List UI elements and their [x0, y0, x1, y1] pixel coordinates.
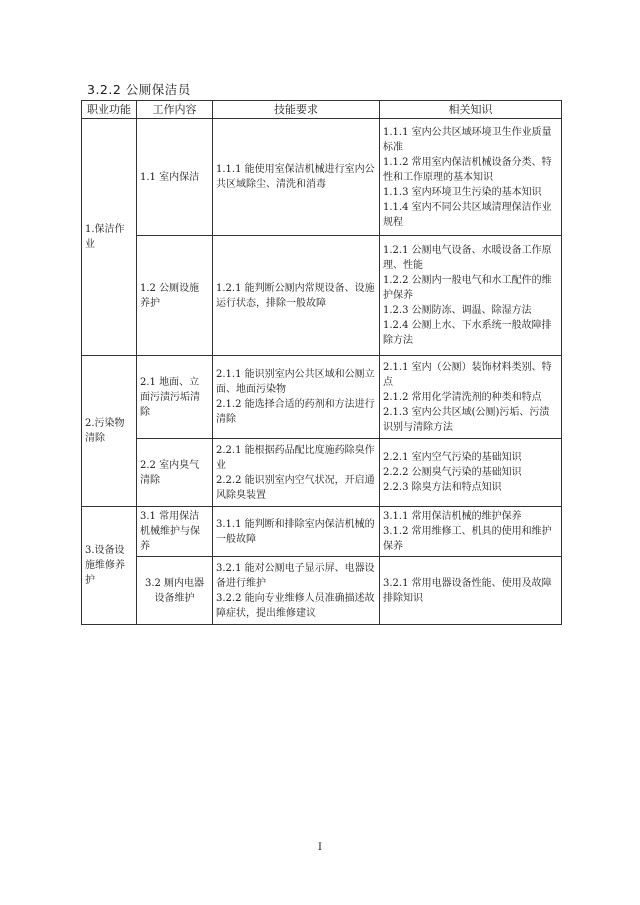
- knowledge-cell: [380, 439, 562, 507]
- function-cell: 2.污染物清除: [82, 356, 137, 507]
- skills-cell: [213, 507, 380, 557]
- knowledge-line: 2.2.2 公厕臭气污染的基础知识: [383, 467, 522, 478]
- work-content-cell: 3.2 厕内电器设备维护: [137, 557, 213, 625]
- knowledge-line: 2.1.2 常用化学清洗剂的种类和特点: [383, 391, 542, 403]
- skills-table: [81, 100, 562, 625]
- work-content-cell: 1.2 公厕设施养护: [137, 236, 213, 356]
- table-header: [82, 101, 562, 119]
- work-content-cell: 1.1 室内保洁: [137, 119, 213, 236]
- table-body: [82, 119, 562, 625]
- knowledge-line: 2.1.3 室内公共区域(公厕)污垢、污渍识别与清除方法: [383, 406, 550, 433]
- table-row: [82, 507, 562, 557]
- skill-line: 1.1.1 能使用室保洁机械进行室内公共区域除尘、清洗和消毒: [216, 164, 375, 190]
- knowledge-line: 1.2.2 公厕内一般电气和水工配件的维护保养: [383, 275, 552, 301]
- knowledge-line: 1.1.2 常用室内保洁机械设备分类、特性和工作原理的基本知识: [383, 156, 552, 183]
- skills-cell: [213, 557, 380, 625]
- knowledge-cell: [380, 356, 562, 439]
- knowledge-cell: [380, 507, 562, 557]
- table-row: [82, 439, 562, 507]
- skills-cell: [213, 439, 380, 507]
- knowledge-line: 1.1.3 室内环境卫生污染的基本知识: [383, 186, 542, 198]
- knowledge-line: 2.1.1 室内（公厕）装饰材料类别、特点: [383, 361, 552, 388]
- skill-line: 2.2.1 能根据药品配比度施药除臭作业: [216, 444, 375, 471]
- knowledge-line: 1.2.3 公厕防冻、调温、除湿方法: [383, 305, 532, 316]
- skill-line: 2.2.2 能识别室内空气状况，开启通风除臭装置: [216, 474, 375, 501]
- knowledge-line: 2.2.1 室内空气污染的基础知识: [383, 452, 522, 463]
- knowledge-line: 1.2.4 公厕上水、下水系统一般故障排除方法: [383, 320, 552, 346]
- section-title: 3.2.2 公厕保洁员: [87, 82, 191, 97]
- knowledge-line: 3.1.1 常用保洁机械的维护保养: [383, 511, 522, 522]
- header-skills: 技能要求: [213, 101, 380, 119]
- header-function: 职业功能: [82, 101, 137, 119]
- skill-line: 3.2.1 能对公厕电子显示屏、电器设备进行维护: [216, 562, 375, 589]
- skill-line: 2.1.1 能识别室内公共区域和公厕立面、地面污染物: [216, 369, 375, 395]
- skills-cell: [213, 119, 380, 236]
- skill-line: 3.1.1 能判断和排除室内保洁机械的一般故障: [216, 518, 375, 545]
- knowledge-line: 1.1.4 室内不同公共区域清理保洁作业规程: [383, 201, 552, 228]
- knowledge-cell: [380, 236, 562, 356]
- knowledge-line: 2.2.3 除臭方法和特点知识: [383, 482, 502, 493]
- table-row: [82, 557, 562, 625]
- knowledge-cell: [380, 119, 562, 236]
- knowledge-line: 1.2.1 公厕电气设备、水暖设备工作原理、性能: [383, 245, 552, 271]
- skill-line: 2.1.2 能选择合适的药剂和方法进行清除: [216, 399, 375, 425]
- work-content-cell: 3.1 常用保洁机械维护与保养: [137, 507, 213, 557]
- skills-cell: [213, 356, 380, 439]
- header-content: 工作内容: [137, 101, 213, 119]
- work-content-cell: 2.1 地面、立面污渍污垢清除: [137, 356, 213, 439]
- knowledge-line: 3.1.2 常用维修工、机具的使用和维护保养: [383, 526, 552, 552]
- skills-cell: [213, 236, 380, 356]
- function-cell: 1.保洁作业: [82, 119, 137, 356]
- function-cell: 3.设备设施维修养护: [82, 507, 137, 625]
- work-content-cell: 2.2 室内臭气清除: [137, 439, 213, 507]
- skill-line: 1.2.1 能判断公厕内常规设备、设施运行状态，排除一般故障: [216, 282, 375, 309]
- knowledge-line: 3.2.1 常用电器设备性能、使用及故障排除知识: [383, 577, 552, 604]
- table-row: [82, 356, 562, 439]
- knowledge-cell: [380, 557, 562, 625]
- table-row: [82, 236, 562, 356]
- knowledge-line: 1.1.1 室内公共区域环境卫生作业质量标准: [383, 126, 552, 153]
- skill-line: 3.2.2 能向专业维修人员准确描述故障症状，提出维修建议: [216, 592, 375, 619]
- table-row: [82, 119, 562, 236]
- header-row: [82, 101, 562, 119]
- page-number: I: [318, 842, 322, 853]
- header-knowledge: 相关知识: [380, 101, 562, 119]
